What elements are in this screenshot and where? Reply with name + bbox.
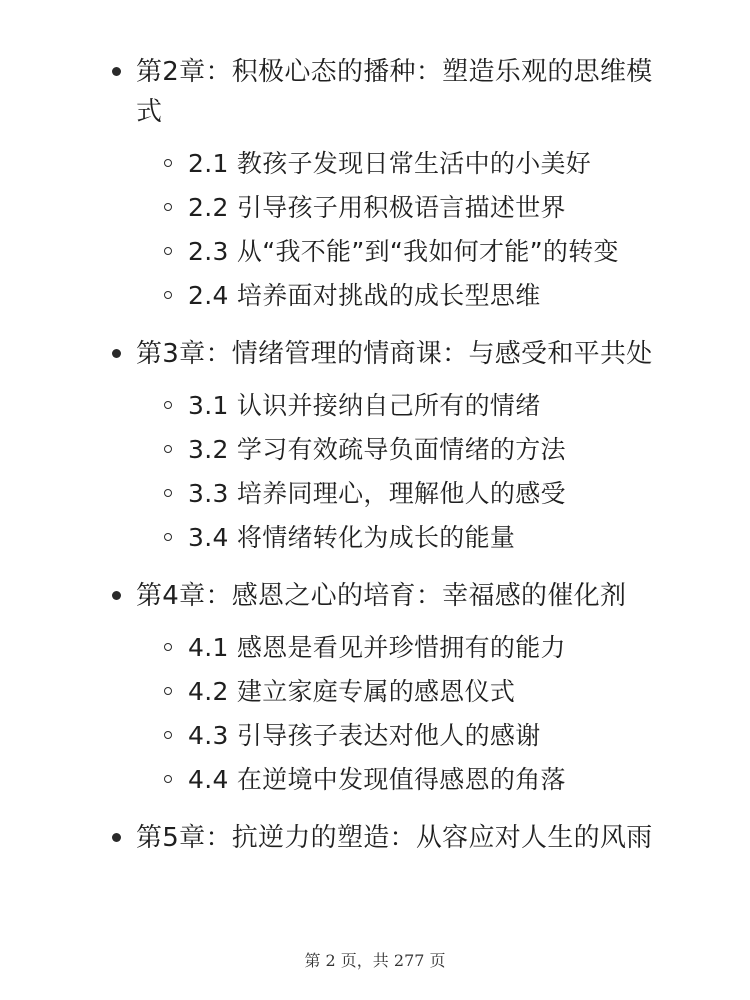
section-item [162,188,664,228]
section-item [162,474,664,514]
section-text: 2.1 教孩子发现日常生活中的小美好 [188,149,592,178]
bullet-disc-icon [112,591,121,600]
chapter-list [104,52,664,876]
bullet-circle-icon [164,489,172,497]
section-text: 4.3 引导孩子表达对他人的感谢 [188,721,541,750]
section-item [162,672,664,712]
section-text: 3.2 学习有效疏导负面情绪的方法 [188,435,566,464]
chapter-item [104,576,664,800]
bullet-circle-icon [164,775,172,783]
chapter-item [104,52,664,316]
section-list [104,144,664,316]
bullet-circle-icon [164,533,172,541]
section-text: 2.3 从“我不能”到“我如何才能”的转变 [188,237,619,266]
bullet-circle-icon [164,203,172,211]
section-item [162,760,664,800]
bullet-disc-icon [112,67,121,76]
section-text: 4.4 在逆境中发现值得感恩的角落 [188,765,566,794]
bullet-disc-icon [112,349,121,358]
bullet-circle-icon [164,643,172,651]
page-footer [0,948,750,971]
bullet-circle-icon [164,401,172,409]
section-item [162,518,664,558]
section-list [104,386,664,558]
bullet-disc-icon [112,833,121,842]
bullet-circle-icon [164,159,172,167]
chapter-title [104,576,664,616]
section-text: 3.1 认识并接纳自己所有的情绪 [188,391,541,420]
chapter-item [104,334,664,558]
chapter-title-text: 第2章：积极心态的播种：塑造乐观的思维模式 [136,57,653,127]
section-item [162,628,664,668]
section-text: 2.2 引导孩子用积极语言描述世界 [188,193,566,222]
bullet-circle-icon [164,247,172,255]
page-number-label: 第 2 页，共 277 页 [304,951,446,970]
section-item [162,386,664,426]
section-text: 3.3 培养同理心，理解他人的感受 [188,479,566,508]
section-item [162,144,664,184]
section-text: 4.1 感恩是看见并珍惜拥有的能力 [188,633,566,662]
bullet-circle-icon [164,445,172,453]
section-text: 2.4 培养面对挑战的成长型思维 [188,281,541,310]
chapter-item [104,818,664,858]
chapter-title [104,334,664,374]
section-list [104,628,664,800]
section-item [162,276,664,316]
bullet-circle-icon [164,291,172,299]
chapter-title [104,52,664,132]
section-item [162,716,664,756]
section-item [162,232,664,272]
chapter-title-text: 第5章：抗逆力的塑造：从容应对人生的风雨 [136,823,653,853]
chapter-title [104,818,664,858]
bullet-circle-icon [164,687,172,695]
section-item [162,430,664,470]
chapter-title-text: 第3章：情绪管理的情商课：与感受和平共处 [136,339,653,369]
section-text: 4.2 建立家庭专属的感恩仪式 [188,677,516,706]
section-text: 3.4 将情绪转化为成长的能量 [188,523,516,552]
chapter-title-text: 第4章：感恩之心的培育：幸福感的催化剂 [136,581,627,611]
bullet-circle-icon [164,731,172,739]
